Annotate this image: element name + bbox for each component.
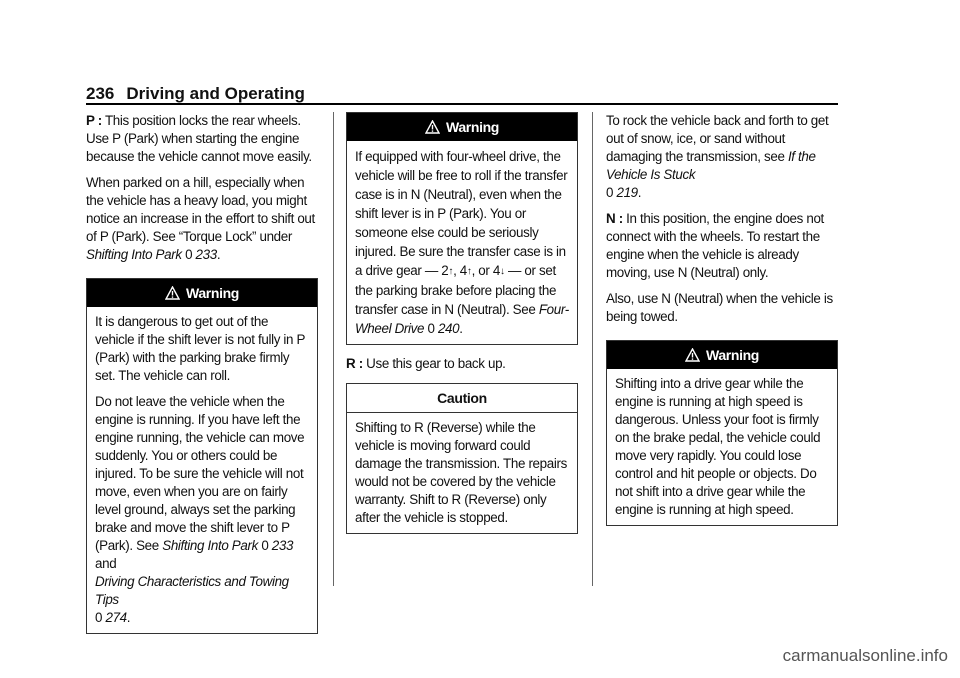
reverse-paragraph: R : Use this gear to back up. [346, 356, 506, 371]
warning-box-park [86, 278, 318, 634]
page-ref-symbol: 0 [95, 610, 103, 625]
warning-triangle-icon [425, 115, 440, 143]
warning-body: Shifting into a drive gear while the engine is running at high speed is dangerous. Unless your foot is firmly on the brake pedal, the vehicle could move very rapidly. You could lose control and hit people or objects. Do not shift into a drive gear while the engine is running at high speed. [615, 376, 821, 517]
column-left [86, 112, 318, 644]
page-ref-symbol: 0 [606, 185, 614, 200]
warning-body: It is dangerous to get out of the vehicle if the shift lever is not fully in P (Park) with the parking brake firmly set. The vehicle can roll. Do not leave the vehicle when the engine is running. If you have left the engine running, the vehicle can move suddenly. You or others could be injured. To be sure the vehicle will not move, even when you are on fairly level ground, always set the parking brake and move the shift lever to P (Park). See Shifting Into Park 0 233 and Driving Characteristics and Towing Tips 0 274. [95, 314, 305, 625]
page-ref-symbol: 0 [427, 321, 435, 336]
link-vehicle-stuck[interactable]: If the Vehicle Is Stuck [606, 149, 816, 182]
park-paragraph: P : This position locks the rear wheels. Use P (Park) when starting the engine because the vehicle cannot move easily. [86, 113, 312, 164]
warning-title: Warning [445, 119, 500, 135]
link-page-274[interactable]: 274 [105, 610, 127, 625]
column-right [606, 112, 838, 536]
link-page-219[interactable]: 219 [616, 185, 638, 200]
column-divider [592, 112, 593, 586]
warning-header [607, 341, 837, 369]
neutral-label: N : [606, 211, 623, 226]
warning-body: If equipped with four-wheel drive, the vehicle will be free to roll if the transfer case is in N (Neutral), even when the shift lever is in P (Park). You or someone else could be seriously injured. Be sure the transfer case is in a drive gear — 2↑, 4↑, or 4↓ — or set the parking brake before placing the transfer case in N (Neutral). See Four-Wheel Drive 0 240. [355, 149, 569, 336]
page-number: 236 [86, 84, 115, 103]
link-four-wheel-drive[interactable]: Four-Wheel Drive [355, 302, 569, 336]
warning-header [347, 113, 577, 141]
warning-triangle-icon [685, 343, 700, 371]
page-header [86, 84, 305, 104]
neutral-paragraph: N : In this position, the engine does not connect with the wheels. To restart the engine when the vehicle is already moving, use N (Neutral) only. [606, 211, 824, 280]
warning-title: Warning [705, 347, 760, 363]
header-rule [86, 103, 838, 105]
column-divider [333, 112, 334, 586]
warning-box-4wd [346, 112, 578, 345]
caution-header: Caution [347, 384, 577, 413]
link-shifting-into-park[interactable]: Shifting Into Park [162, 538, 258, 553]
warning-triangle-icon [165, 281, 180, 309]
page-ref-symbol: 0 [261, 538, 269, 553]
arrow-up-icon: ↑ [448, 266, 454, 277]
link-page-240[interactable]: 240 [437, 321, 460, 336]
link-shifting-into-park[interactable]: Shifting Into Park [86, 247, 182, 262]
arrow-down-icon: ↓ [499, 266, 505, 277]
arrow-up-icon: ↑ [466, 266, 472, 277]
link-page-233[interactable]: 233 [195, 247, 217, 262]
rock-paragraph: To rock the vehicle back and forth to get out of snow, ice, or sand without damaging the transmission, see If the Vehicle Is Stuck 0 219. [606, 113, 829, 200]
caution-box [346, 383, 578, 534]
link-driving-characteristics[interactable]: Driving Characteristics and Towing Tips [95, 574, 289, 607]
warning-title: Warning [185, 285, 240, 301]
warning-box-high-speed [606, 340, 838, 526]
link-page-233[interactable]: 233 [271, 538, 294, 553]
page-ref-symbol: 0 [185, 247, 193, 262]
caution-body: Shifting to R (Reverse) while the vehicle is moving forward could damage the transmission. The repairs would not be covered by the vehicle warranty. Shift to R (Reverse) only after the vehicle is stopped. [355, 420, 567, 525]
section-title: Driving and Operating [126, 84, 305, 103]
watermark: carmanualsonline.info [782, 646, 948, 665]
column-middle [346, 112, 578, 544]
warning-header [87, 279, 317, 307]
reverse-label: R : [346, 356, 363, 371]
park-label: P : [86, 113, 102, 128]
hill-paragraph: When parked on a hill, especially when the vehicle has a heavy load, you might notice an increase in the effort to shift out of P (Park). See “Torque Lock” under Shifting Into Park 0 233. [86, 175, 315, 262]
towed-paragraph: Also, use N (Neutral) when the vehicle is being towed. [606, 291, 833, 324]
